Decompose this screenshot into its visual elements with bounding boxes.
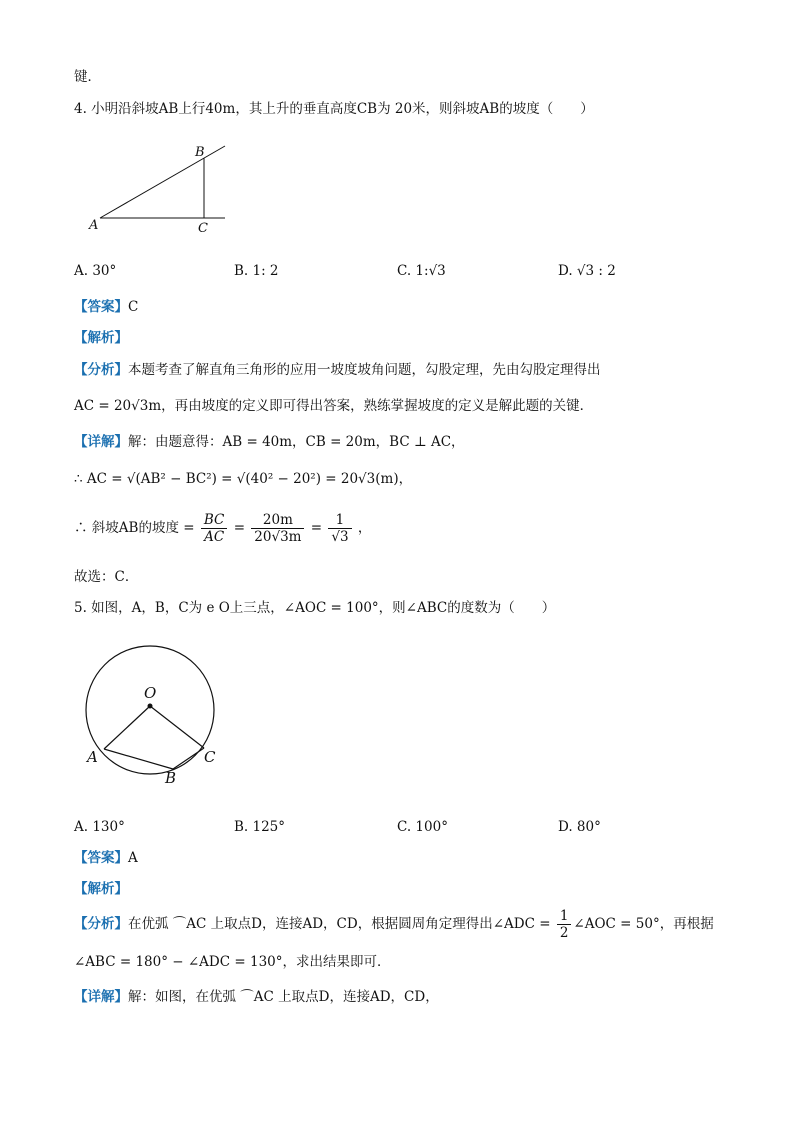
label-o: O <box>144 684 157 702</box>
segment-ab <box>104 749 173 769</box>
segment-bc <box>173 748 204 769</box>
top-fragment: 键． <box>74 69 101 85</box>
q5-option-b: B. 125° <box>234 819 286 835</box>
slope-prefix: ∴ 斜坡AB的坡度 = <box>74 520 195 536</box>
q5-fenxi-line2: ∠ABC = 180° − ∠ADC = 130°，求出结果即可． <box>74 954 391 970</box>
q5-fenxi-line1 <box>74 906 714 942</box>
q5-option-c: C. 100° <box>397 819 448 835</box>
fraction-1-root3: $\frac{1}{√3}$ <box>328 512 351 545</box>
fenxi-text-suffix: ∠AOC = 50°，再根据 <box>573 916 714 932</box>
q4-option-b: B. 1: 2 <box>234 263 279 279</box>
slope-line <box>100 146 225 218</box>
q4-choice: 故选：C． <box>74 569 139 585</box>
label-c: C <box>198 221 208 236</box>
q4-fenxi-line2: AC = 20√3m，再由坡度的定义即可得出答案，熟练掌握坡度的定义是解此题的关键． <box>74 398 594 414</box>
q4-option-a: A. 30° <box>74 263 117 279</box>
fenxi-text: 本题考查了解直角三角形的应用一坡度坡角问题，勾股定理，先由勾股定理得出 <box>128 362 601 378</box>
q5-analysis-tag <box>74 880 128 898</box>
label-b: B <box>165 769 177 787</box>
fenxi-tag: 【分析】 <box>74 916 128 932</box>
xiangjie-text: 解：如图，在优弧 ⌒AC 上取点D，连接AD，CD， <box>128 989 439 1005</box>
answer-tag: 【答案】 <box>74 299 128 315</box>
label-a: A <box>89 218 99 233</box>
q4-stem: 4. 小明沿斜坡AB上行40m，其上升的垂直高度CB为 20米，则斜坡AB的坡度（ ） <box>74 101 594 117</box>
q4-answer-row <box>74 298 138 316</box>
q5-answer-row <box>74 849 138 867</box>
xiangjie-tag: 【详解】 <box>74 434 128 450</box>
fenxi-text-prefix: 在优弧 ⌒AC 上取点D，连接AD，CD，根据圆周角定理得出∠ADC = <box>128 916 551 932</box>
answer-tag: 【答案】 <box>74 850 128 866</box>
analysis-tag: 【解析】 <box>74 881 128 897</box>
fraction-one-half: $\frac{1}{2}$ <box>557 908 572 941</box>
q4-xiangjie-line2: ∴ AC = √(AB² − BC²) = √(40² − 20²) = 20√3(m)， <box>74 471 413 487</box>
q5-stem: 5. 如图，A，B，C为 e O上三点，∠AOC = 100°，则∠ABC的度数为（ ） <box>74 600 556 616</box>
q4-option-c: C. 1:√3 <box>397 263 446 279</box>
segment-oc <box>150 706 204 748</box>
q5-option-d: D. 80° <box>558 819 601 835</box>
fraction-20m: $\frac{20m}{20√3m}$ <box>251 512 304 545</box>
answer-value: C <box>128 299 139 315</box>
answer-value: A <box>128 850 138 866</box>
fenxi-tag: 【分析】 <box>74 362 128 378</box>
q4-slope-figure <box>80 140 240 240</box>
analysis-tag: 【解析】 <box>74 330 128 346</box>
segment-oa <box>104 706 150 749</box>
xiangjie-tag: 【详解】 <box>74 989 128 1005</box>
q4-fenxi-line1 <box>74 361 601 379</box>
q5-circle-figure <box>78 632 228 792</box>
q4-xiangjie-line3: ∴ 斜坡AB的坡度 = $\frac{BC}{AC}$ = $\frac{20m}{20√3m}$ = $\frac{1}{√3}$ ， <box>74 512 372 545</box>
q5-option-a: A. 130° <box>74 819 125 835</box>
q4-xiangjie-line1 <box>74 433 465 451</box>
fraction-bc-ac: $\frac{BC}{AC}$ <box>201 512 228 545</box>
label-a: A <box>87 748 98 766</box>
q5-xiangjie-line1 <box>74 988 439 1006</box>
q4-option-d: D. √3 : 2 <box>558 263 616 279</box>
xiangjie-text: 解：由题意得：AB = 40m，CB = 20m，BC ⊥ AC， <box>128 434 465 450</box>
q4-analysis-tag <box>74 329 128 347</box>
label-b: B <box>195 145 205 160</box>
label-c: C <box>204 748 216 766</box>
